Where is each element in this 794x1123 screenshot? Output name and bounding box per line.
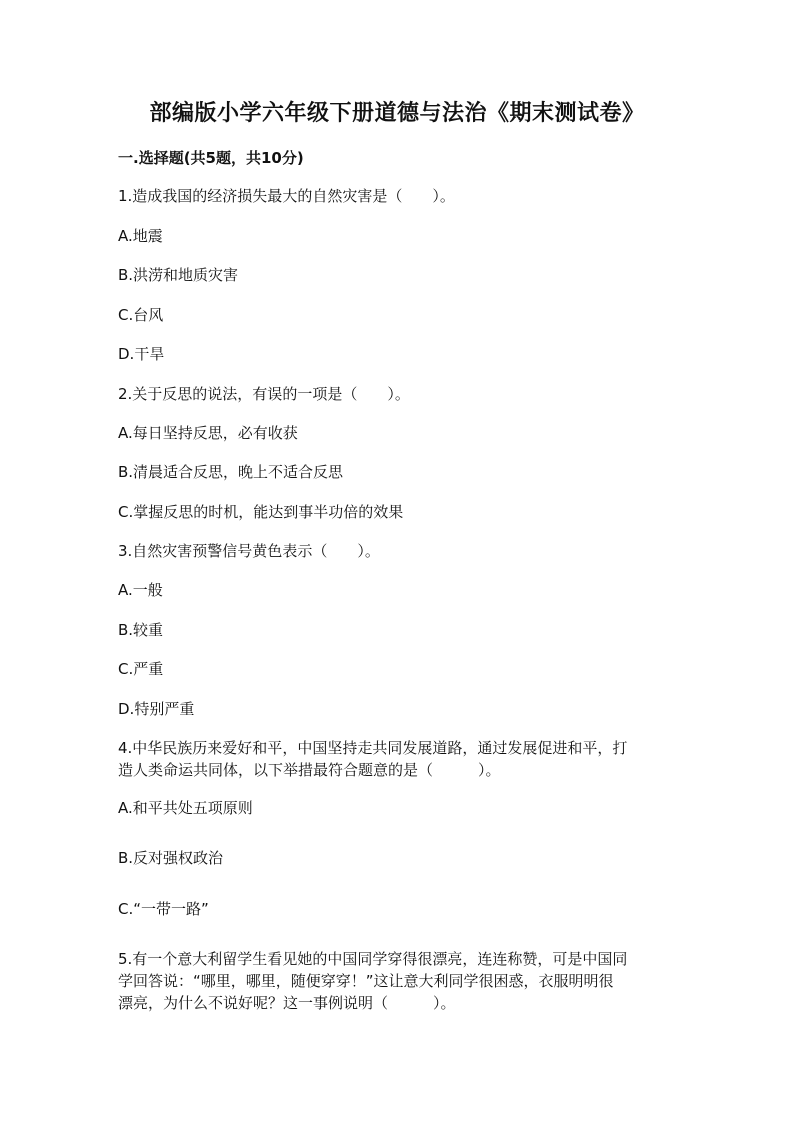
question-5-stem-line-1: 5.有一个意大利留学生看见她的中国同学穿得很漂亮，连连称赞，可是中国同	[118, 950, 628, 968]
question-2-option-b: B.清晨适合反思，晚上不适合反思	[118, 463, 344, 481]
question-1-option-d: D.干旱	[118, 345, 165, 363]
question-4-option-c: C.“一带一路”	[118, 900, 209, 918]
question-4-option-a: A.和平共处五项原则	[118, 799, 253, 817]
question-2-option-c: C.掌握反思的时机，能达到事半功倍的效果	[118, 503, 404, 521]
question-4-stem-line-2: 造人类命运共同体，以下举措最符合题意的是（ ）。	[118, 761, 501, 779]
question-1-option-a: A.地震	[118, 227, 163, 245]
question-4-stem-line-1: 4.中华民族历来爱好和平，中国坚持走共同发展道路，通过发展促进和平，打	[118, 739, 628, 757]
question-2-stem: 2.关于反思的说法，有误的一项是（ ）。	[118, 385, 410, 403]
question-3-stem: 3.自然灾害预警信号黄色表示（ ）。	[118, 542, 380, 560]
question-3-option-d: D.特别严重	[118, 700, 195, 718]
question-5-stem-line-3: 漂亮，为什么不说好呢？这一事例说明（ ）。	[118, 994, 456, 1012]
question-5-stem-line-2: 学回答说：“哪里，哪里，随便穿穿！”这让意大利同学很困惑，衣服明明很	[118, 972, 614, 990]
question-1-stem: 1.造成我国的经济损失最大的自然灾害是（ ）。	[118, 187, 455, 205]
question-3-option-b: B.较重	[118, 621, 164, 639]
question-3-option-a: A.一般	[118, 581, 163, 599]
question-1-option-c: C.台风	[118, 306, 164, 324]
question-3-option-c: C.严重	[118, 660, 164, 678]
section-heading: 一.选择题(共5题，共10分)	[118, 149, 304, 167]
question-1-option-b: B.洪涝和地质灾害	[118, 266, 239, 284]
question-2-option-a: A.每日坚持反思，必有收获	[118, 424, 298, 442]
document-title: 部编版小学六年级下册道德与法治《期末测试卷》	[149, 100, 645, 126]
question-4-option-b: B.反对强权政治	[118, 849, 224, 867]
